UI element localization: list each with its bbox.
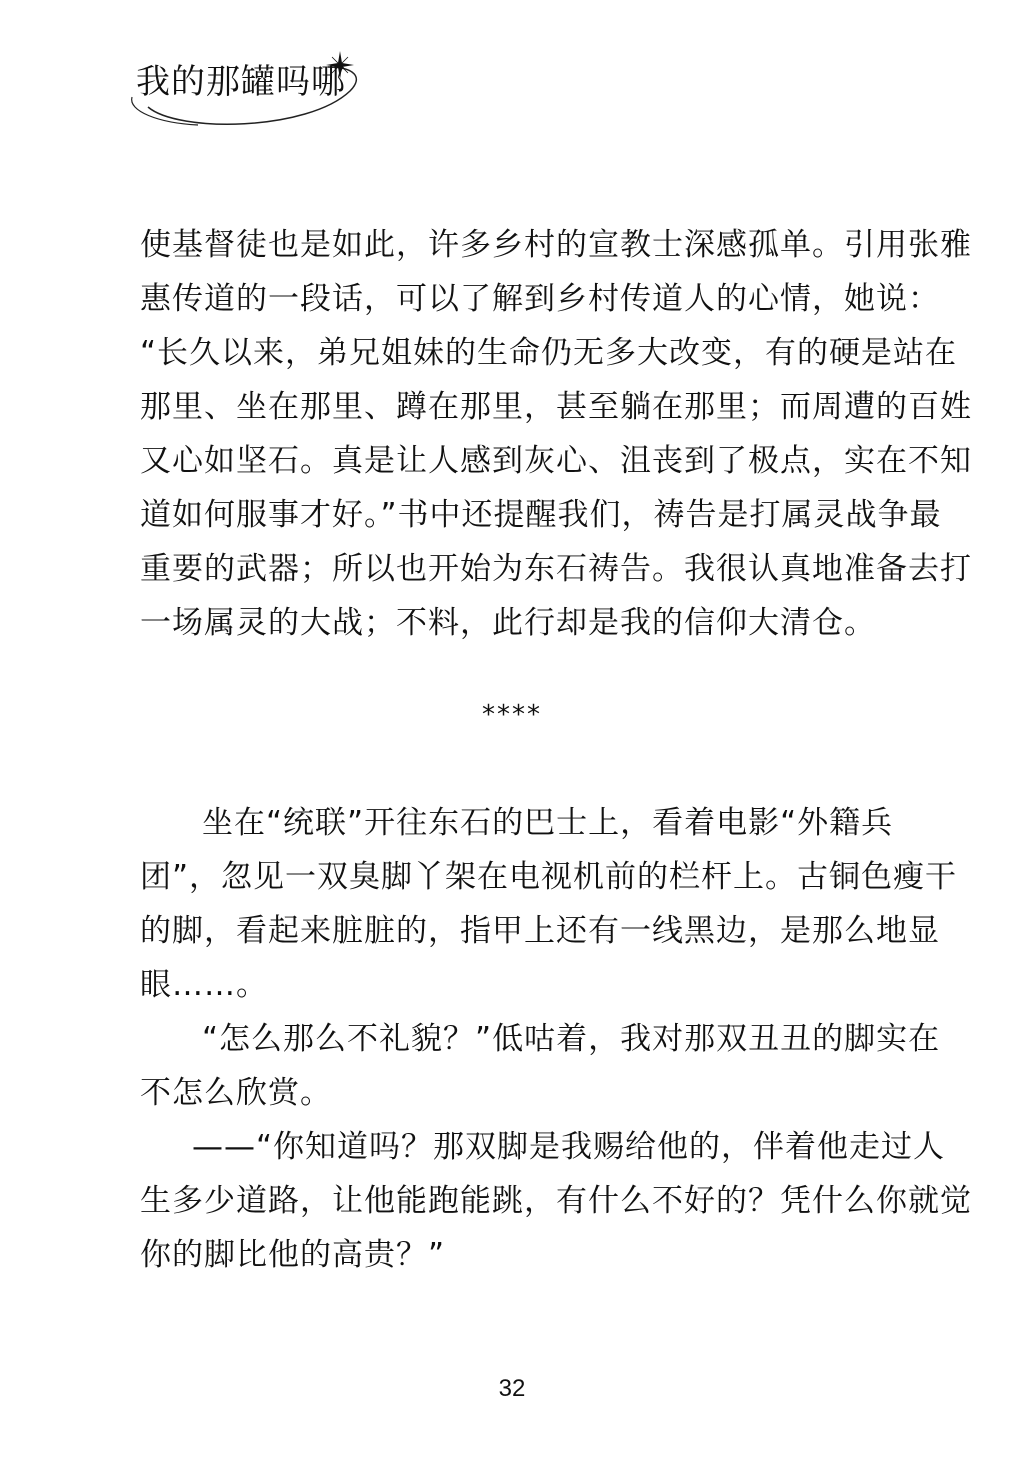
text-line: 又心如坚石。真是让人感到灰心、沮丧到了极点，实在不知 [140, 443, 972, 479]
text-line: 一场属灵的大战；不料，此行却是我的信仰大清仓。 [140, 605, 876, 641]
paragraph-block-2 [140, 796, 972, 1282]
text-line: 坐在“统联”开往东石的巴士上，看着电影“外籍兵 [202, 805, 894, 841]
text-line: 道如何服事才好。”书中还提醒我们，祷告是打属灵战争最 [140, 497, 942, 533]
text-line: 使基督徒也是如此，许多乡村的宣教士深感孤单。引用张雅 [140, 227, 972, 263]
text-line: 你的脚比他的高贵？” [140, 1237, 446, 1273]
text-line: ——“你知道吗？那双脚是我赐给他的，伴着他走过人 [192, 1129, 946, 1165]
text-line: 那里、坐在那里、蹲在那里，甚至躺在那里；而周遭的百姓 [140, 389, 972, 425]
text-line: 不怎么欣赏。 [140, 1075, 332, 1111]
text-line: 惠传道的一段话，可以了解到乡村传道人的心情，她说： [140, 281, 940, 317]
running-header [118, 45, 378, 135]
section-separator: **** [482, 700, 542, 730]
text-line: 重要的武器；所以也开始为东石祷告。我很认真地准备去打 [140, 551, 972, 587]
running-header-title: 我的那罐吗哪 [136, 62, 346, 102]
text-line: “怎么那么不礼貌？”低咕着，我对那双丑丑的脚实在 [202, 1021, 941, 1057]
text-line: 眼……。 [140, 967, 268, 1003]
text-line: 生多少道路，让他能跑能跳，有什么不好的？凭什么你就觉 [140, 1183, 972, 1219]
text-line: “长久以来，弟兄姐妹的生命仍无多大改变，有的硬是站在 [140, 335, 958, 371]
page-number: 32 [498, 1375, 526, 1402]
text-line: 的脚，看起来脏脏的，指甲上还有一线黑边，是那么地显 [140, 913, 940, 949]
text-line: 团”，忽见一双臭脚丫架在电视机前的栏杆上。古铜色瘦干 [140, 859, 958, 895]
paragraph-block-1 [140, 218, 972, 650]
